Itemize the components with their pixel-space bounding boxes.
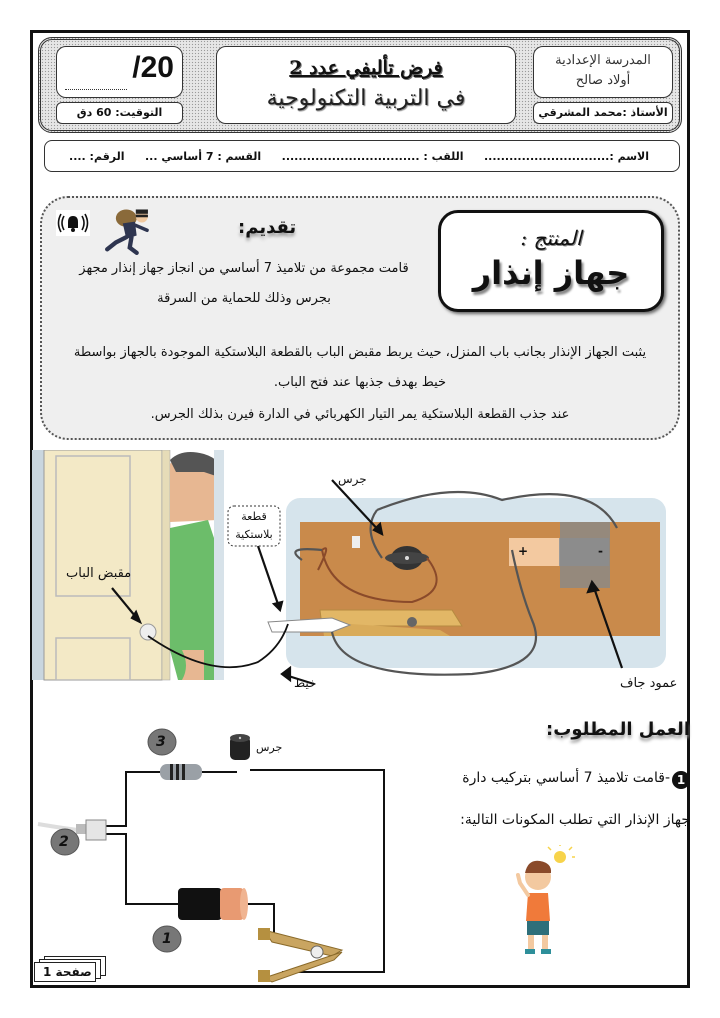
intro-text-line1: قامت مجموعة من تلاميذ 7 أساسي من انجاز جهاز إنذار مجهز bbox=[79, 261, 409, 276]
score-box bbox=[56, 46, 183, 98]
class-field[interactable]: القسم : 7 أساسي ... bbox=[144, 149, 262, 163]
label-thread: خيط bbox=[294, 676, 317, 690]
product-name: جهاز إنذار bbox=[472, 254, 630, 292]
label-plastic-piece-1: قطعة bbox=[241, 510, 267, 523]
product-box bbox=[438, 210, 664, 312]
battery-minus-sign: - bbox=[598, 544, 603, 558]
task-item-1-text: -قامت تلاميذ 7 أساسي بتركيب دارة bbox=[462, 770, 670, 786]
school-name: المدرسة الإعدادية bbox=[555, 53, 651, 68]
label-door-handle: مقبض الباب bbox=[66, 566, 132, 581]
thief-icon bbox=[92, 206, 164, 258]
task-title: العمل المطلوب: bbox=[546, 719, 690, 740]
circuit-diagram bbox=[32, 720, 412, 988]
alarm-bell-icon bbox=[56, 210, 90, 236]
intro-text-line5: عند جذب القطعة البلاستكية يمر التيار الكهربائي في الدارة فيرن بذلك الجرس. bbox=[150, 407, 570, 422]
student-info-row bbox=[44, 140, 680, 172]
exam-title-text: فرض تأليفي عدد 2 bbox=[289, 57, 443, 79]
battery-icon bbox=[178, 888, 248, 920]
score-total: /20 bbox=[132, 51, 174, 84]
circuit-bell-label: جرس bbox=[256, 741, 283, 754]
school-location: أولاد صالح bbox=[575, 73, 631, 88]
task-item-1-line2: جهاز الإنذار التي تطلب المكونات التالية: bbox=[460, 812, 690, 828]
intro-text-line2: بجرس وذلك للحماية من السرقة bbox=[157, 291, 331, 306]
kid-idea-icon bbox=[508, 845, 588, 960]
page-sheet-front bbox=[34, 962, 96, 982]
badge-1-number: 1 bbox=[162, 931, 172, 947]
exam-title-box bbox=[216, 46, 516, 124]
header-frame bbox=[38, 37, 682, 133]
task-item-1-line1 bbox=[462, 768, 690, 789]
intro-text-line4: خيط بهدف جذبها عند فتح الباب. bbox=[273, 375, 447, 390]
alarm-illustration bbox=[32, 450, 688, 700]
buzzer-icon bbox=[230, 734, 250, 760]
label-bell: جرس bbox=[338, 472, 367, 486]
clothespin-switch-icon bbox=[258, 928, 342, 982]
alarm-board bbox=[268, 492, 666, 675]
exam-subject: في التربية التكنولوجية bbox=[266, 86, 466, 111]
school-box bbox=[533, 46, 673, 98]
battery-plus-sign: + bbox=[518, 544, 529, 558]
surname-field[interactable]: اللقب : ................................. bbox=[281, 149, 464, 163]
number-field[interactable]: الرقم: .... bbox=[69, 149, 125, 163]
man-figure bbox=[170, 450, 224, 680]
circuit-wires bbox=[104, 770, 384, 972]
teacher-badge: الأستاذ :محمد المشرقي bbox=[533, 102, 673, 124]
intro-text-line3: يثبت الجهاز الإنذار بجانب باب المنزل، حيث يربط مقبض الباب بالقطعة البلاستكية الموجودة بالجهاز بواسطة bbox=[73, 345, 647, 360]
door-illustration bbox=[32, 450, 170, 680]
page-number-tag bbox=[34, 956, 108, 982]
item-number-badge: 1 bbox=[672, 771, 690, 789]
duration-badge: التوقيت: 60 دق bbox=[56, 102, 183, 124]
intro-frame bbox=[40, 196, 680, 440]
label-battery: عمود جاف bbox=[620, 676, 678, 691]
badge-3-number: 3 bbox=[156, 734, 166, 750]
page-number-label: صفحة 1 bbox=[43, 965, 92, 979]
resistor-icon bbox=[160, 764, 202, 780]
product-label: المنتج : bbox=[520, 226, 582, 250]
intro-title: تقديم: bbox=[238, 217, 297, 238]
name-field[interactable]: الاسم :.............................. bbox=[484, 149, 649, 163]
exam-title bbox=[217, 55, 515, 81]
label-plastic-piece-2: بلاستكية bbox=[235, 528, 273, 541]
score-blank bbox=[65, 89, 127, 90]
badge-2-number: 2 bbox=[59, 834, 69, 850]
